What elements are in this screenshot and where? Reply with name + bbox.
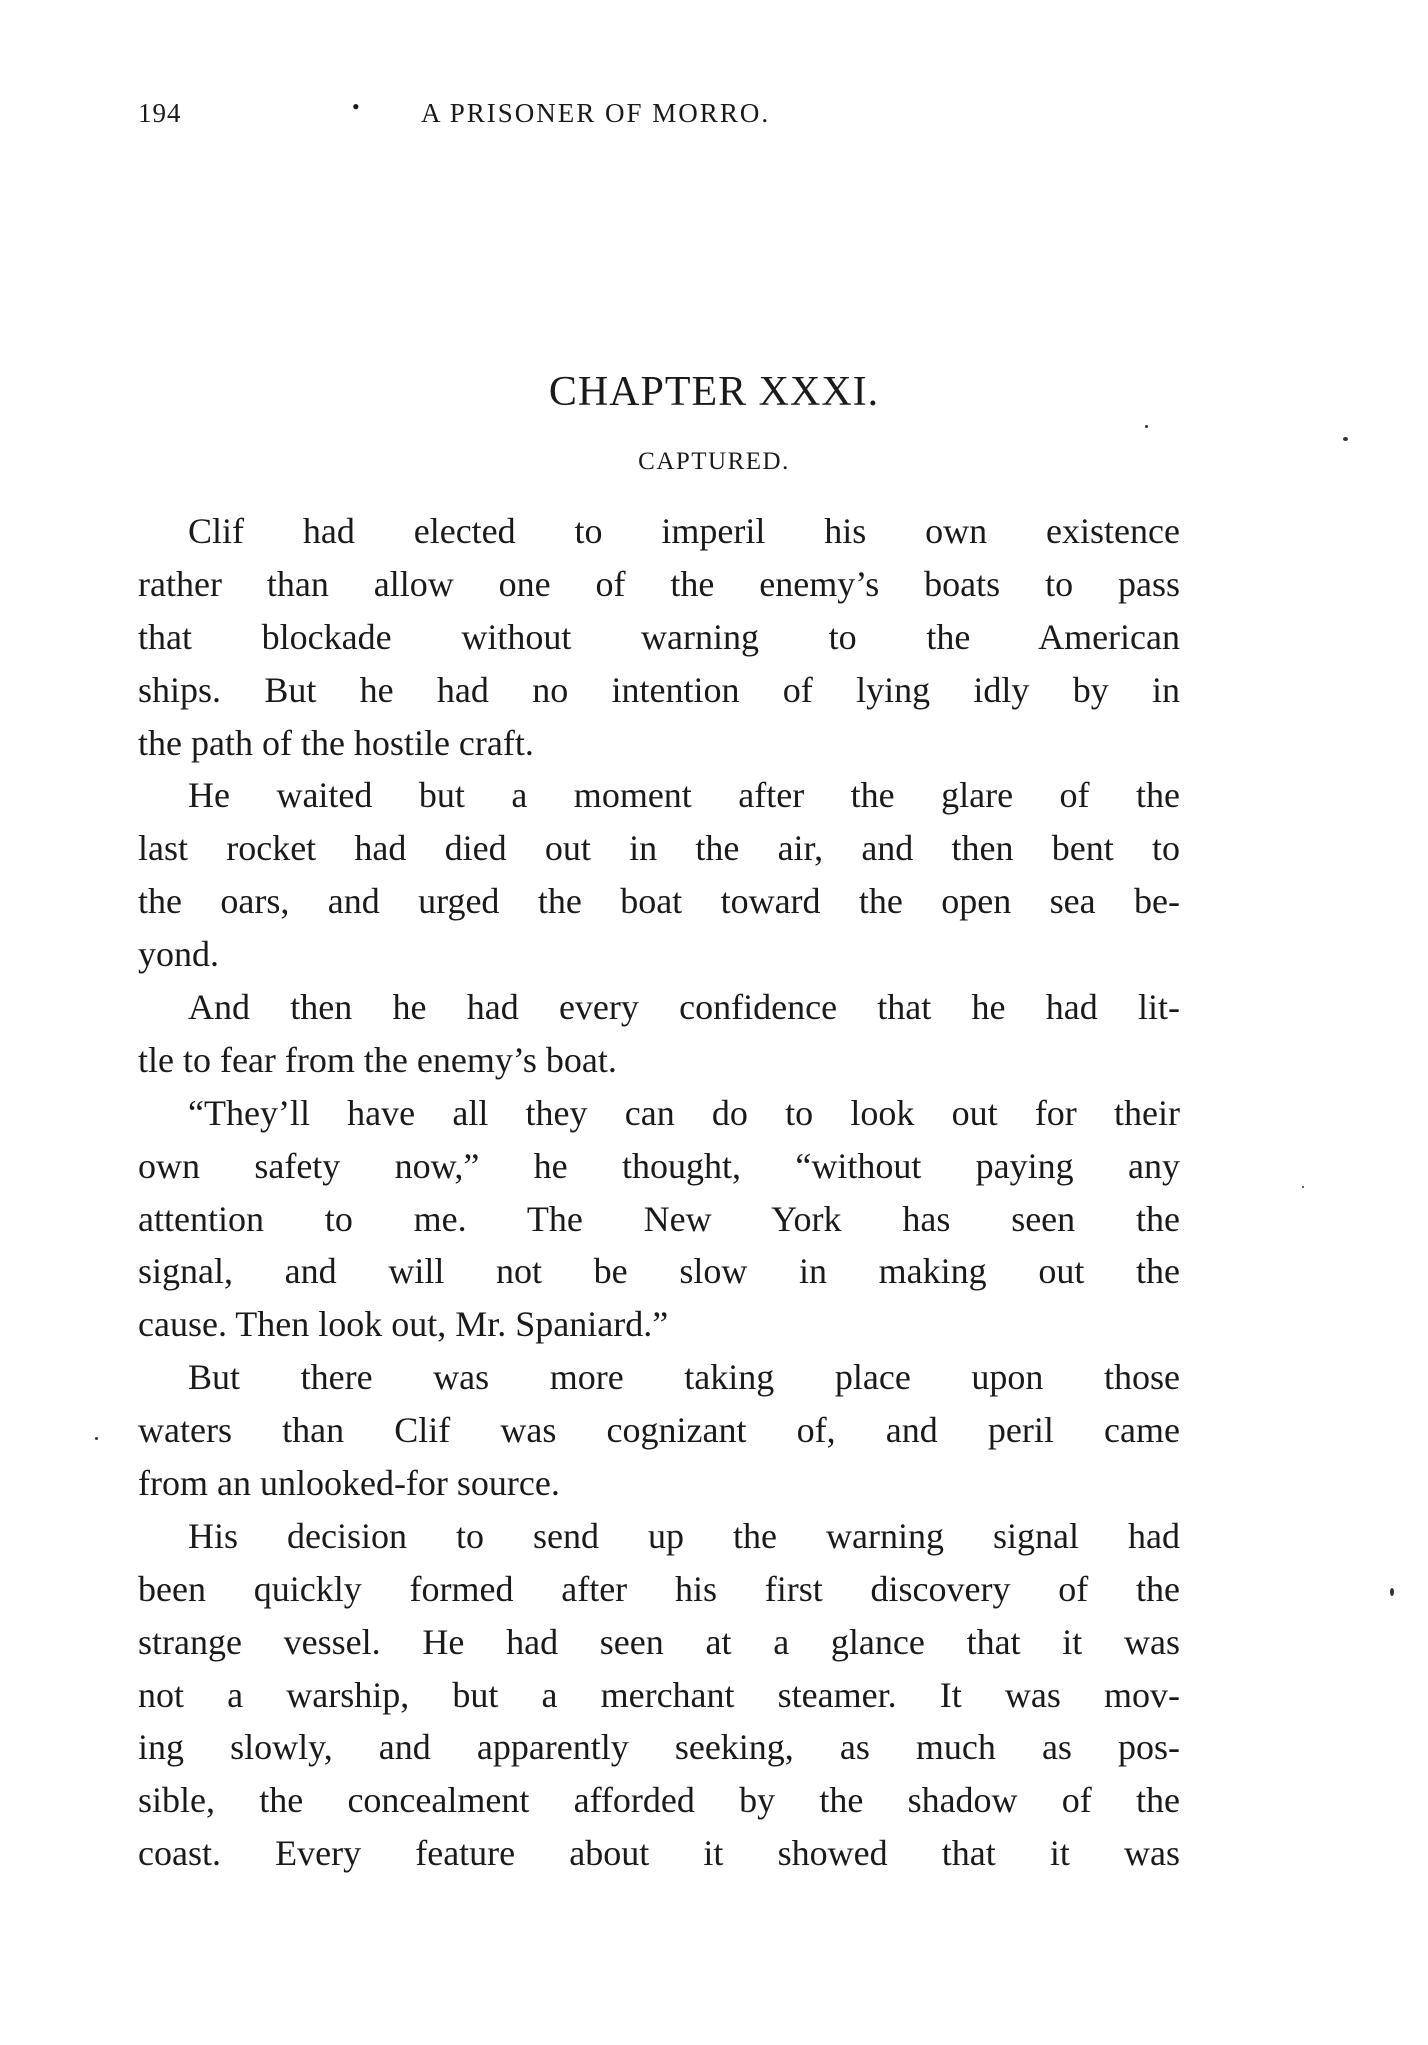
text-line: waters than Clif was cognizant of, and peril came <box>138 1410 1180 1451</box>
bullet-ornament: • <box>352 94 361 119</box>
text-line: cause. Then look out, Mr. Spaniard.” <box>138 1304 669 1345</box>
scan-speck <box>1302 1186 1304 1188</box>
text-line: from an unlooked-for source. <box>138 1463 560 1504</box>
scan-speck <box>1145 425 1148 428</box>
text-line: He waited but a moment after the glare of the <box>188 775 1180 816</box>
text-line: “They’ll have all they can do to look out for their <box>188 1092 1180 1133</box>
text-line: tle to fear from the enemy’s boat. <box>138 1039 617 1080</box>
text-line: that blockade without warning to the American <box>138 616 1180 657</box>
text-line: coast. Every feature about it showed that it was <box>138 1833 1180 1874</box>
text-line: own safety now,” he thought, “without paying any <box>138 1145 1180 1186</box>
text-line: ships. But he had no intention of lying idly by in <box>138 669 1180 710</box>
text-line: rather than allow one of the enemy’s boats to pass <box>138 563 1180 604</box>
text-line: Clif had elected to imperil his own existence <box>188 511 1180 551</box>
scan-speck <box>1390 1588 1394 1596</box>
chapter-title: CHAPTER XXXI. <box>548 369 880 415</box>
text-line: signal, and will not be slow in making out the <box>138 1251 1180 1292</box>
text-line: the path of the hostile craft. <box>138 722 534 763</box>
scan-speck <box>95 1437 98 1440</box>
text-line: last rocket had died out in the air, and then bent to <box>138 828 1180 869</box>
text-line: sible, the concealment afforded by the shadow of the <box>138 1780 1180 1821</box>
text-line: attention to me. The New York has seen the <box>138 1198 1180 1239</box>
text-line: His decision to send up the warning signal had <box>188 1515 1180 1556</box>
text-line: And then he had every confidence that he had lit- <box>188 987 1180 1028</box>
text-line: been quickly formed after his first discovery of the <box>138 1568 1180 1609</box>
text-line: yond. <box>138 934 219 975</box>
text-line: the oars, and urged the boat toward the open sea be- <box>138 881 1180 922</box>
running-title: A PRISONER OF MORRO. <box>421 98 771 128</box>
page-number: 194 <box>138 98 182 128</box>
text-line: not a warship, but a merchant steamer. It was mov- <box>138 1674 1180 1715</box>
text-line: But there was more taking place upon those <box>188 1357 1180 1398</box>
text-line: ing slowly, and apparently seeking, as much as pos- <box>138 1727 1180 1768</box>
running-head <box>138 94 918 138</box>
body-text <box>138 505 1180 1880</box>
text-line: strange vessel. He had seen at a glance that it was <box>138 1621 1180 1662</box>
chapter-subtitle: CAPTURED. <box>638 448 790 475</box>
scan-speck <box>1343 437 1348 441</box>
